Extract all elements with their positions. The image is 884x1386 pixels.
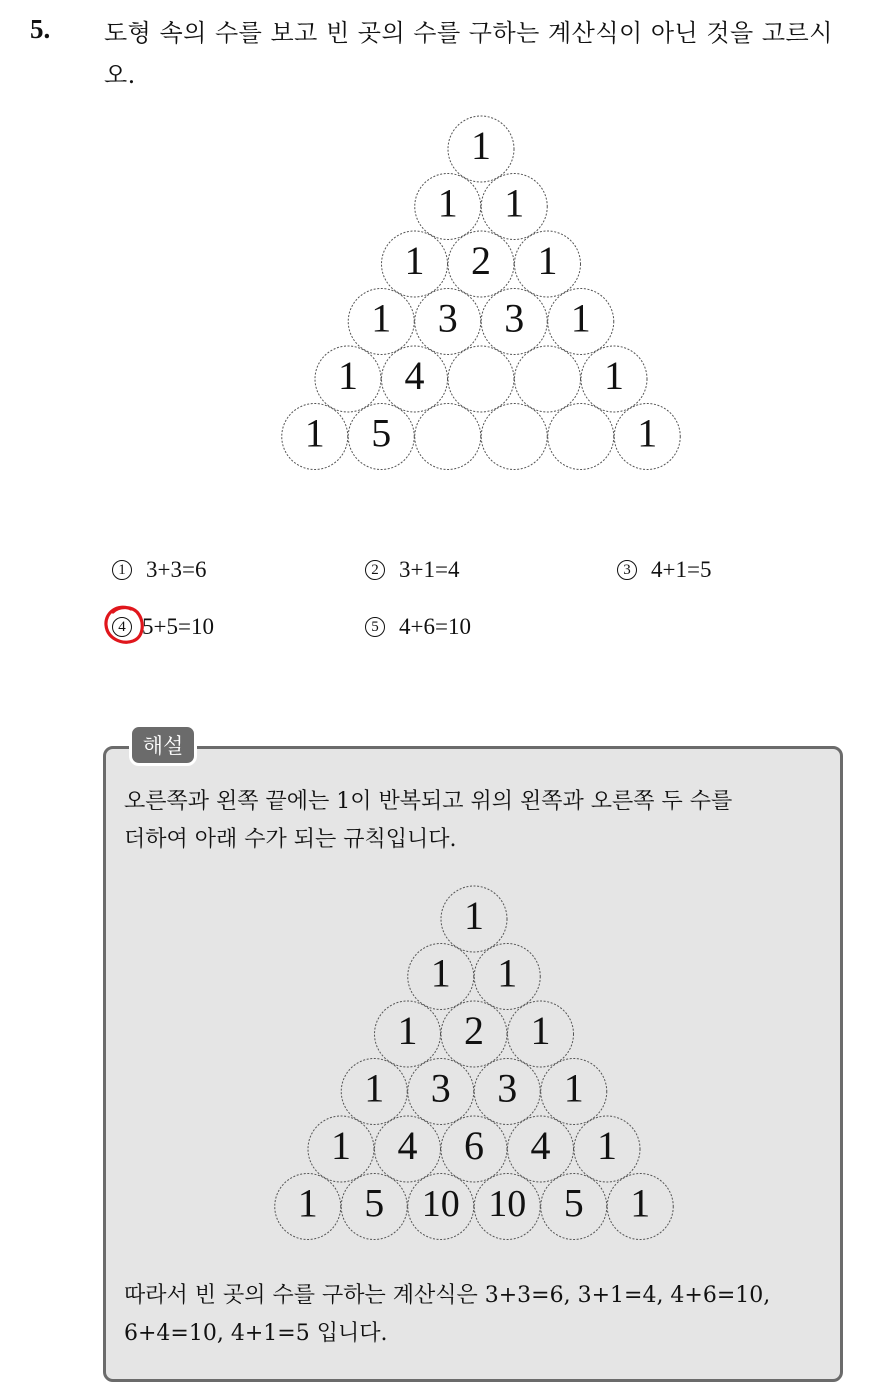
choice-3-expr: 4+1=5 [651, 557, 712, 582]
choice-2-expr: 3+1=4 [399, 557, 460, 582]
question-text: 도형 속의 수를 보고 빈 곳의 수를 구하는 계산식이 아닌 것을 고르시오. [104, 19, 833, 89]
explanation-line-1: 오른쪽과 왼쪽 끝에는 1이 반복되고 위의 왼쪽과 오른쪽 두 수를 [124, 789, 733, 814]
choice-2-mark: 2 [365, 560, 385, 580]
problem-pyramid-circle [448, 346, 514, 412]
solution-pyramid-number: 1 [497, 950, 518, 996]
problem-pyramid-circle [515, 346, 581, 412]
conclusion-line-2: 6+4=10, 4+1=5 입니다. [124, 1321, 388, 1346]
problem-pyramid-number: 4 [404, 353, 425, 399]
problem-pyramid-number: 5 [371, 410, 392, 456]
problem-pyramid-number: 1 [471, 123, 491, 169]
solution-pyramid-number: 4 [397, 1123, 418, 1169]
choice-4-expr: 5+5=10 [142, 614, 214, 639]
explanation-line-2: 더하여 아래 수가 되는 규칙입니다. [124, 827, 457, 852]
solution-pyramid-number: 2 [464, 1008, 484, 1054]
solution-pyramid-number: 1 [597, 1123, 617, 1169]
solution-pyramid-number: 4 [530, 1123, 551, 1169]
problem-pyramid-number: 1 [404, 238, 425, 284]
solution-pyramid-number: 3 [497, 1065, 518, 1111]
choice-5-expr: 4+6=10 [399, 614, 471, 639]
problem-pyramid-number: 1 [504, 180, 525, 226]
problem-pyramid [280, 115, 682, 475]
explanation-tab: 해설 [129, 724, 197, 766]
solution-pyramid-number: 6 [464, 1123, 484, 1169]
solution-pyramid-number: 1 [530, 1008, 551, 1054]
choice-2[interactable] [365, 557, 459, 583]
choice-1-mark: 1 [112, 560, 132, 580]
solution-pyramid-number: 10 [488, 1183, 527, 1226]
question-number: 5. [30, 14, 51, 44]
problem-pyramid-number: 1 [570, 295, 591, 341]
problem-pyramid-number: 1 [604, 353, 624, 399]
choice-1[interactable] [112, 557, 206, 583]
conclusion-line-1: 따라서 빈 곳의 수를 구하는 계산식은 3+3=6, 3+1=4, 4+6=10, [124, 1283, 771, 1308]
choice-5-mark: 5 [365, 617, 385, 637]
problem-pyramid-circle [548, 404, 614, 470]
problem-pyramid-number: 1 [304, 410, 325, 456]
solution-pyramid-number: 1 [331, 1123, 351, 1169]
solution-pyramid-number: 5 [563, 1180, 584, 1226]
problem-pyramid-number: 2 [471, 238, 491, 284]
choice-4-mark: 4 [112, 617, 132, 637]
solution-pyramid-number: 10 [421, 1183, 460, 1226]
choice-1-expr: 3+3=6 [146, 557, 207, 582]
problem-pyramid-circle [415, 404, 481, 470]
problem-pyramid-circle [481, 404, 547, 470]
choice-5[interactable] [365, 614, 471, 640]
problem-pyramid-number: 3 [504, 295, 525, 341]
selected-answer-circle [101, 601, 147, 647]
solution-pyramid-number: 1 [464, 893, 484, 939]
solution-pyramid-number: 1 [297, 1180, 318, 1226]
choice-3-mark: 3 [617, 560, 637, 580]
solution-pyramid-number: 1 [397, 1008, 418, 1054]
problem-pyramid-number: 3 [437, 295, 458, 341]
solution-pyramid [272, 885, 676, 1247]
problem-pyramid-number: 1 [371, 295, 392, 341]
solution-pyramid-number: 1 [430, 950, 451, 996]
problem-pyramid-number: 1 [437, 180, 458, 226]
solution-pyramid-number: 5 [364, 1180, 385, 1226]
solution-pyramid-number: 1 [364, 1065, 385, 1111]
choice-3[interactable] [617, 557, 711, 583]
problem-pyramid-number: 1 [537, 238, 558, 284]
problem-pyramid-number: 1 [637, 410, 658, 456]
solution-pyramid-number: 1 [630, 1180, 651, 1226]
problem-pyramid-number: 1 [338, 353, 358, 399]
problem-pyramid-figure [280, 115, 682, 475]
solution-pyramid-figure [272, 885, 676, 1247]
solution-pyramid-number: 3 [430, 1065, 451, 1111]
solution-pyramid-number: 1 [563, 1065, 584, 1111]
